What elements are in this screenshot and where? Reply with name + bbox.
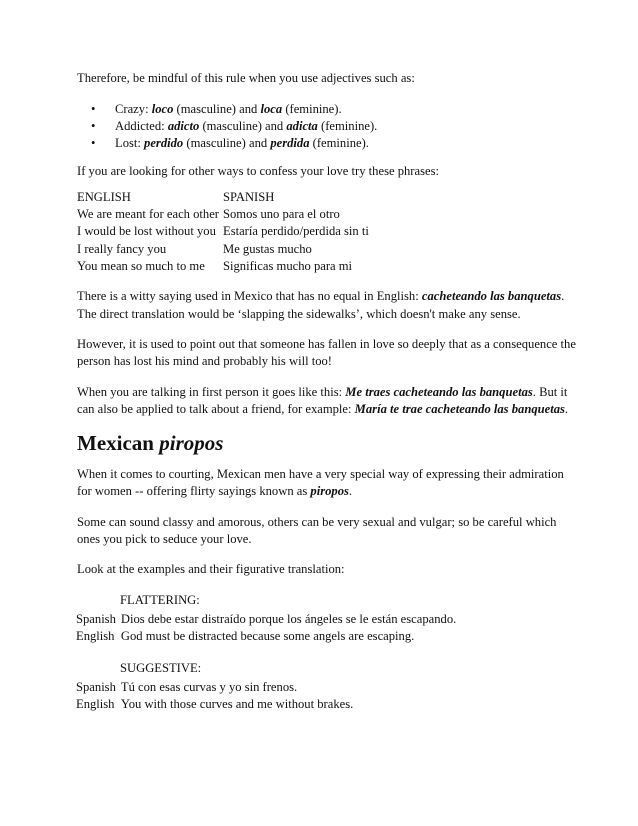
table-row [76, 258, 370, 275]
language-label: Spanish [76, 612, 116, 626]
list-item: • Addicted: adicto (masculine) and adicta (feminine). [77, 118, 577, 135]
phrases-intro: If you are looking for other ways to confess your love try these phrases: [77, 163, 439, 178]
spanish-cell: Somos uno para el otro [223, 207, 340, 222]
usage-paragraph: When you are talking in first person it goes like this: Me traes cacheteando las banquetas. But it can also be applied to talk about a friend, for example: María te trae cacheteando las banquetas. [77, 384, 569, 417]
category-label-flattering: FLATTERING: [120, 592, 200, 607]
example-text: God must be distracted because some angels are escaping. [120, 629, 415, 644]
header-spanish: SPANISH [223, 189, 275, 204]
spanish-cell: Estaría perdido/perdida sin ti [223, 224, 369, 239]
category-label-suggestive: SUGGESTIVE: [120, 660, 202, 675]
piropos-intro-paragraph: When it comes to courting, Mexican men have a very special way of expressing their admiration for women -- offering flirty sayings known as piropos. [77, 466, 564, 499]
example-table-suggestive [75, 679, 354, 714]
example-table-flattering [75, 611, 457, 646]
intro-paragraph: Therefore, be mindful of this rule when you use adjectives such as: [77, 71, 415, 85]
saying-paragraph: There is a witty saying used in Mexico that has no equal in English: cacheteando las banquetas. The direct translation would be ‘slapping the sidewalks’, which doesn't make any sense. [77, 289, 565, 321]
meaning-paragraph: However, it is used to point out that someone has fallen in love so deeply that as a consequence the person has lost his mind and probably his will too! [77, 336, 576, 369]
language-label: English [76, 697, 115, 712]
adjective-list [77, 101, 577, 151]
spanish-cell: Me gustas mucho [223, 241, 312, 256]
english-cell: I really fancy you [77, 241, 167, 256]
english-cell: I would be lost without you [77, 224, 216, 239]
table-header-row [76, 189, 370, 206]
table-row [75, 611, 457, 628]
table-row [75, 696, 354, 713]
caution-paragraph: Some can sound classy and amorous, others can be very sexual and vulgar; so be careful which ones you pick to seduce your love. [77, 514, 557, 546]
examples-intro: Look at the examples and their figurative translation: [77, 562, 345, 577]
section-heading: Mexican piropos [77, 431, 224, 456]
phrases-table [76, 189, 370, 275]
list-item: • Crazy: loco (masculine) and loca (feminine). [77, 101, 577, 118]
table-row [75, 679, 354, 696]
table-row [75, 628, 457, 645]
spanish-cell: Significas mucho para mi [223, 258, 353, 273]
example-text: Tú con esas curvas y yo sin frenos. [120, 679, 298, 694]
list-item: • Lost: perdido (masculine) and perdida (feminine). [77, 135, 577, 152]
table-row [76, 241, 370, 258]
english-cell: You mean so much to me [77, 258, 205, 273]
language-label: Spanish [76, 679, 116, 694]
table-row [76, 206, 370, 223]
header-english: ENGLISH [77, 189, 131, 204]
table-row [76, 223, 370, 240]
page-content [77, 70, 577, 727]
example-text: You with those curves and me without brakes. [120, 697, 354, 712]
english-cell: We are meant for each other [77, 207, 219, 222]
language-label: English [76, 629, 115, 644]
example-text: Dios debe estar distraído porque los ángeles se le están escapando. [120, 612, 457, 626]
